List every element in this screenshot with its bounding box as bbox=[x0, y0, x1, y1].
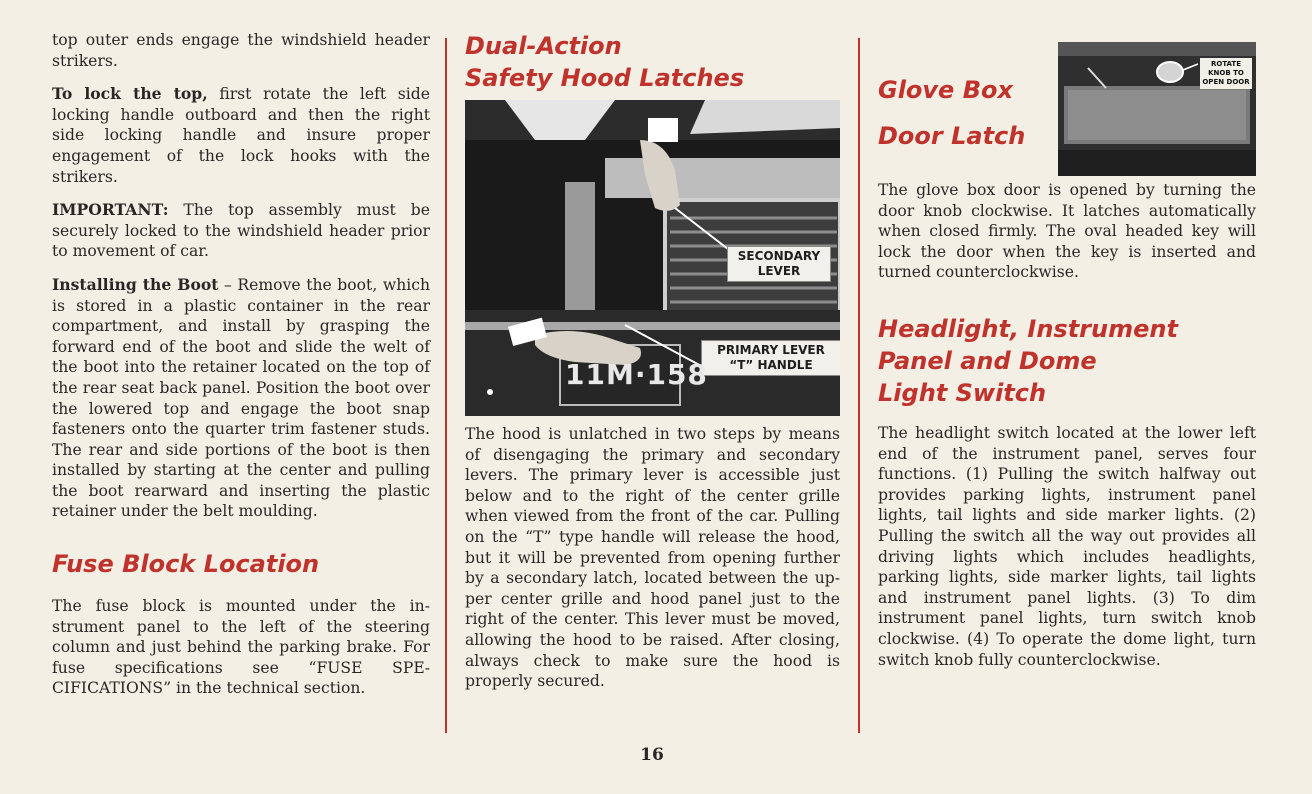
headlight-switch-heading bbox=[878, 313, 1256, 409]
glove-box-titles bbox=[878, 74, 1025, 166]
fuse-block-heading: Fuse Block Location bbox=[52, 550, 320, 579]
important-paragraph bbox=[52, 200, 430, 262]
lock-top-paragraph bbox=[52, 84, 430, 187]
hood-latch-photo bbox=[465, 100, 840, 416]
rotate-knob-label: ROTATE KNOB TO OPEN DOOR bbox=[1200, 58, 1252, 89]
hood-latches-heading-line1: Dual-Action bbox=[465, 32, 622, 60]
important-lead: IMPORTANT: bbox=[52, 200, 169, 220]
glove-box-header bbox=[878, 30, 1256, 180]
headlight-switch-heading-line1: Headlight, Instrument bbox=[878, 314, 1178, 343]
primary-lever-callout bbox=[701, 340, 840, 376]
left-column bbox=[52, 30, 430, 712]
headlight-switch-heading-line2: Panel and Dome bbox=[878, 346, 1097, 375]
page-number: 16 bbox=[640, 745, 664, 765]
top-strikers-paragraph: top outer ends engage the windshield header strikers. bbox=[52, 31, 430, 70]
secondary-lever-callout-line2: LEVER bbox=[757, 264, 801, 278]
headlight-switch-paragraph: The headlight switch located at the lower left end of the instrument panel, serves four functions. (1) Pulling the switch halfway out provides parking lights, instrument panel lights, tail lights and side marker lights. (2) Pulling the switch all the way out provides all driving lights which includes headlights, parking lights, side marker lights, tail lights and instrument panel lights. (3) To dim instrument panel lights, turn switch knob clockwise. (4) To operate the dome light, turn switch knob fully counterclockwise. bbox=[878, 423, 1256, 669]
column-divider-right bbox=[858, 38, 860, 733]
glove-box-photo bbox=[1058, 42, 1256, 176]
glove-box-heading-line2: Door Latch bbox=[878, 122, 1026, 150]
license-plate-number: 11M·158 bbox=[565, 358, 708, 391]
primary-lever-callout-line1: PRIMARY LEVER bbox=[717, 343, 825, 357]
lock-top-lead: To lock the top, bbox=[52, 84, 208, 104]
installing-boot-paragraph bbox=[52, 275, 430, 522]
installing-boot-lead: Installing the Boot bbox=[52, 274, 219, 294]
middle-column bbox=[465, 30, 840, 705]
right-column bbox=[878, 30, 1256, 683]
secondary-lever-callout bbox=[727, 246, 831, 282]
hood-latch-paragraph: The hood is unlatched in two steps by means of disengaging the primary and secondary levers. The primary lever is accessible just below and to the right of the center grille when viewed from the front of the car. Pulling on the “T” type handle will release the hood, but it will be prevented from opening further by a secondary latch, located between the upper center grille and hood panel just to the right of the center. This lever must be moved, allowing the hood to be raised. After closing, always check to make sure the hood is properly secured. bbox=[465, 425, 840, 691]
fuse-block-paragraph: The fuse block is mounted under the instrument panel to the left of the steering column and just behind the parking brake. For fuse specifications see “FUSE SPECIFICATIONS” in the technical section. bbox=[52, 597, 430, 698]
glove-box-paragraph: The glove box door is opened by turning the door knob clockwise. It latches automatically when closed firmly. The oval headed key will lock the door when the key is inserted and turned counterclockwise. bbox=[878, 181, 1256, 282]
glove-box-heading-line1: Glove Box bbox=[878, 76, 1013, 104]
important-text: The top assembly must be securely locked to the windshield header prior to movement of car. bbox=[52, 201, 430, 261]
installing-boot-text: – Remove the boot, which is stored in a plastic container in the rear compartment, and install by grasping the forward end of the boot and slide the welt of the boot into the retainer located on the top of the rear seat back panel. Position the boot over the lowered top and engage the boot snap fasteners onto the quarter trim fastener studs. The rear and side portions of the boot is then installed by starting at the center and pulling the boot rearward and inserting the plastic retainer under the belt moulding. bbox=[52, 275, 431, 521]
headlight-switch-heading-line3: Light Switch bbox=[878, 378, 1047, 407]
secondary-lever-callout-line1: SECONDARY bbox=[737, 249, 821, 263]
hood-latches-heading-line2: Safety Hood Latches bbox=[465, 64, 745, 92]
primary-lever-callout-line2: “T” HANDLE bbox=[729, 358, 813, 372]
lock-top-text: first rotate the left side locking handle outboard and then the right side locking handle and insure proper engagement of the lock hooks with the strikers. bbox=[52, 85, 430, 186]
column-divider-left bbox=[445, 38, 447, 733]
